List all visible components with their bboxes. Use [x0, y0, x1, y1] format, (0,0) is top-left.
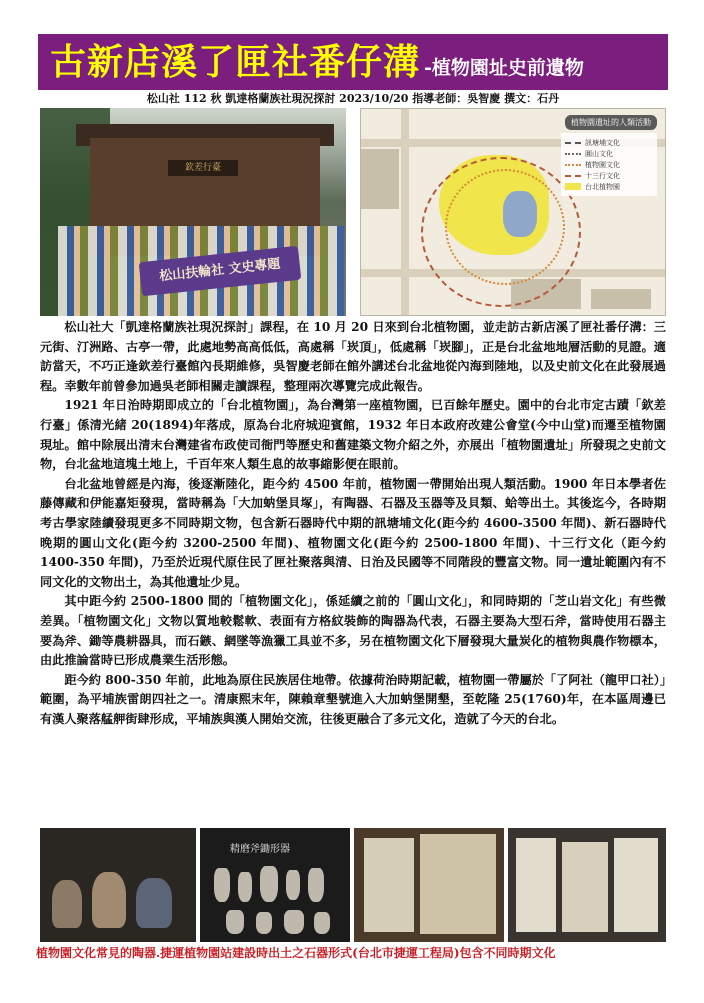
stone-tool: [308, 868, 324, 902]
map-legend: [561, 133, 657, 196]
exhibit-panel: [420, 834, 496, 934]
stone-tool: [284, 910, 304, 934]
site-map: [360, 108, 666, 316]
culture-boundary-ring: [445, 169, 565, 285]
group-photo: [40, 108, 346, 316]
paragraph: 松山社大「凱達格蘭族社現況探討」課程，在 10 月 20 日來到台北植物園，並走訪古新店溪了匣社番仔溝：三元街、汀洲路、古亭一帶，此處地勢高高低低，高處稱「崁頂」，低處稱「崁腳」，正是台北盆地地層活動的見證。適訪當天，不巧正逢欽差行臺館內長期維修，吳智慶老師在館外講述台北盆地從內海到陸地，以及史前文化在此發展過程。幸數年前曾參加過吳老師相關走讀課程，整理兩次導覽完成此報告。: [40, 320, 666, 393]
legend-item: 台北植物園: [565, 181, 653, 192]
exhibit-panel: [614, 838, 658, 932]
stone-tool: [238, 872, 252, 902]
group-banner: 松山扶輪社 文史專題: [139, 246, 302, 297]
map-road: [401, 109, 409, 316]
exhibit-panel: [364, 838, 414, 932]
photo-gallery: [40, 828, 666, 942]
stone-tool: [314, 912, 330, 934]
legend-swatch: [565, 175, 581, 177]
pottery-jar: [136, 878, 172, 928]
legend-item: 訊塘埔文化: [565, 137, 653, 148]
article-body: [40, 318, 666, 729]
exhibit-label: 精磨斧鋤形器: [230, 844, 290, 855]
pottery-jar: [52, 880, 82, 928]
legend-item: 十三行文化: [565, 170, 653, 181]
exhibit-panel: [562, 842, 608, 932]
legend-swatch: [565, 164, 581, 166]
temple-plaque: 欽差行臺: [168, 160, 238, 176]
page-title: 古新店溪了匣社番仔溝: [50, 41, 421, 83]
byline: 松山社 112 秋 凱達格蘭族社現況探討 2023/10/20 指導老師：吳智慶 撰文：石丹: [146, 92, 560, 105]
legend-swatch: [565, 183, 581, 190]
paragraph: 1921 年日治時期即成立的「台北植物園」，為台灣第一座植物園，已百餘年歷史。園中的台北市定古蹟「欽差行臺」係清光緒 20(1894)年落成，原為台北府城迎賓館，1932 年日本政府改建公會堂(今中山堂)而遷至植物園現址。館中除展出清末台灣建省布政使司衙門等歷史和舊建築文物介紹之外，亦展出「植物園遺址」所發現之史前文物，台北盆地這塊土地上，千百年來人類生息的故事縮影便在眼前。: [40, 398, 666, 472]
paragraph: 距今約 800-350 年前，此地為原住民族居住地帶。依據荷治時期記載，植物園一帶屬於「了阿社（龍甲口社）」範圍，為平埔族雷朗四社之一。清康熙末年，陳賴章墾號進入大加蚋堡開墾，至乾隆 25(1760)年，在本區周邊已有漢人聚落艋舺街肆形成，平埔族與漢人開始交流，往後更融合了多元文化，造就了今天的台北。: [40, 672, 666, 726]
legend-item: 圓山文化: [565, 148, 653, 159]
stone-tool: [214, 868, 230, 902]
paragraph: 其中距今約 2500-1800 間的「植物園文化」，係延續之前的「圓山文化」，和同時期的「芝山岩文化」有些微差異。「植物園文化」文物以質地較鬆軟、表面有方格紋裝飾的陶器為代表，石器主要為大型石斧，當時使用石器主要為斧、鋤等農耕器具，而石鏃、網墜等漁獵工具並不多，另在植物園文化下層發現大量炭化的植物與農作物標本，由此推論當時已形成農業生活形態。: [40, 594, 666, 668]
legend-swatch: [565, 142, 581, 144]
stone-tool: [226, 910, 244, 934]
museum-display-photo: [508, 828, 666, 942]
stone-tools-photo: [200, 828, 350, 942]
stone-tool: [286, 870, 300, 900]
page-subtitle: -植物園址史前遺物: [424, 57, 584, 79]
legend-swatch: [565, 153, 581, 155]
map-block: [591, 289, 651, 309]
legend-item: 植物園文化: [565, 159, 653, 170]
pottery-jar: [92, 872, 126, 928]
title-bar: [38, 34, 668, 90]
stone-tool: [260, 866, 278, 902]
gallery-caption: 植物園文化常見的陶器.捷運植物園站建設時出土之石器形式(台北市捷運工程局)包含不同時期文化: [36, 946, 556, 960]
exhibit-panel-photo: [354, 828, 504, 942]
map-title: 植物園遺址的人類活動: [565, 115, 657, 130]
paragraph: 台北盆地曾經是內海，後逐漸陸化，距今約 4500 年前，植物園一帶開始出現人類活動。1900 年日本學者佐藤傳藏和伊能嘉矩發現，當時稱為「大加蚋堡貝塚」，有陶器、石器及玉器等及貝類、蛤等出土。其後迄今，各時期考古學家陸續發現更多不同時期文物，包含新石器時代中期的訊塘埔文化(距今約 4600-3500 年間)、新石器時代晚期的圓山文化(距今約 3200-2500 年間)、植物園文化(距今約 2500-1800 年間)、十三行文化（距今約 1400-350 年間)，乃至於近現代原住民了匣社聚落與清、日治及民國等不同階段的豐富文物。同一遺址範圍內有不同文化的文物出土，為其他遺址少見。: [40, 476, 666, 589]
map-block: [361, 149, 399, 209]
exhibit-panel: [516, 838, 556, 932]
stone-tool: [256, 912, 272, 934]
pottery-photo: [40, 828, 196, 942]
